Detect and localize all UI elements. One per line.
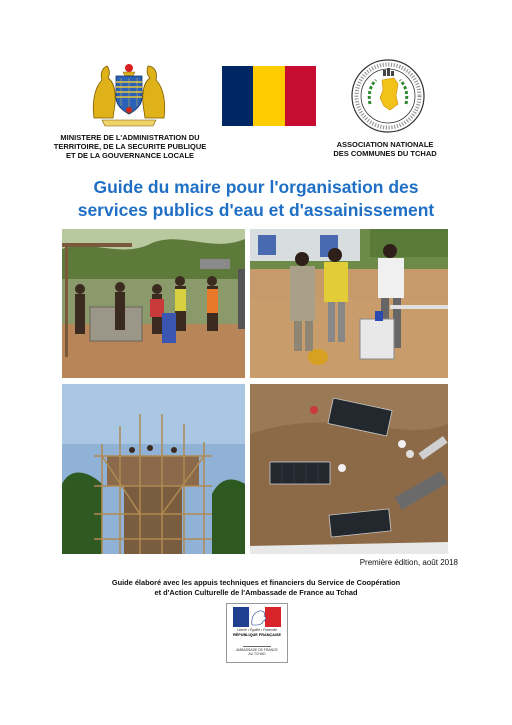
chad-coat-of-arms bbox=[88, 58, 170, 130]
embassy-name bbox=[227, 648, 287, 656]
document-title bbox=[40, 176, 472, 222]
credit-line: et d'Action Culturelle de l'Ambassade de France au Tchad bbox=[154, 587, 358, 597]
assoc-communes-logo bbox=[350, 58, 426, 134]
photo-men-at-water-tap bbox=[250, 229, 448, 378]
logo-divider bbox=[243, 646, 271, 647]
chad-flag bbox=[222, 66, 316, 126]
credit-text bbox=[40, 578, 472, 597]
photo-water-point-crowd bbox=[62, 229, 245, 378]
embassy-line: AU TCHAD bbox=[248, 652, 266, 656]
photo-water-tower-construction bbox=[62, 384, 245, 554]
title-line: services publics d'eau et d'assainissement bbox=[77, 200, 435, 220]
photo-solar-panels-aerial bbox=[250, 384, 448, 554]
republic-motto: Liberté • Égalité • Fraternité bbox=[236, 628, 278, 632]
embassy-line: AMBASSADE DE FRANCE bbox=[236, 648, 278, 652]
ministry-line: MINISTERE DE L'ADMINISTRATION DU bbox=[60, 133, 200, 142]
ministry-line: TERRITOIRE, DE LA SECURITE PUBLIQUE bbox=[53, 142, 207, 151]
assoc-line: ASSOCIATION NATIONALE bbox=[336, 140, 434, 149]
flag-band-blue bbox=[222, 66, 253, 126]
flag-band-yellow bbox=[253, 66, 284, 126]
ministry-name bbox=[40, 133, 220, 160]
french-embassy-logo bbox=[226, 603, 288, 663]
association-name bbox=[320, 140, 450, 158]
title-line: Guide du maire pour l'organisation des bbox=[93, 177, 419, 197]
edition-date: Première édition, août 2018 bbox=[359, 558, 458, 567]
flag-band-red bbox=[285, 66, 316, 126]
credit-line: Guide élaboré avec les appuis techniques et financiers du Service de Coopération bbox=[111, 578, 401, 587]
ministry-line: ET DE LA GOUVERNANCE LOCALE bbox=[65, 151, 195, 160]
assoc-line: DES COMMUNES DU TCHAD bbox=[333, 149, 437, 158]
republic-name: RÉPUBLIQUE FRANÇAISE bbox=[232, 633, 282, 637]
marianne-icon bbox=[233, 607, 281, 627]
